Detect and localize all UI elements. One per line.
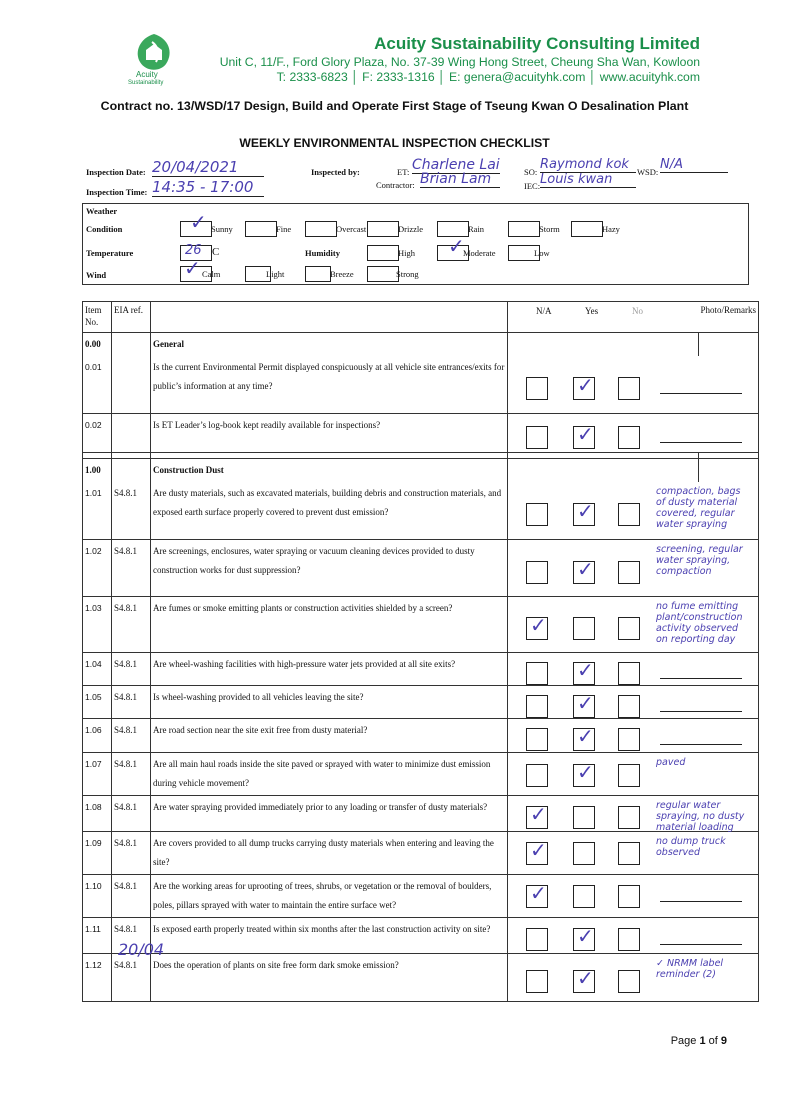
row-eia-ref: S4.8.1: [112, 686, 151, 719]
row-eia-ref: S4.8.1: [112, 482, 151, 540]
checkbox-no[interactable]: [618, 764, 640, 787]
row-eia-ref: S4.8.1: [112, 954, 151, 1002]
row-remark-area: [656, 686, 748, 719]
checkbox-no[interactable]: [618, 561, 640, 584]
checkbox-na[interactable]: [526, 728, 548, 751]
remark-line: [660, 678, 742, 679]
row-eia-ref: S4.8.1: [112, 796, 151, 832]
checkbox-na[interactable]: [526, 695, 548, 718]
wind-light-label: Light: [266, 269, 285, 279]
checkbox-wind-strong[interactable]: [367, 266, 399, 282]
contractor-label: Contractor:: [376, 180, 415, 190]
row-item-no: 1.02: [83, 540, 112, 597]
checkbox-overcast[interactable]: [305, 221, 337, 237]
condition-fine-label: Fine: [276, 224, 292, 234]
row-question: Is wheel-washing provided to all vehicles leaving the site?: [151, 686, 508, 719]
humidity-moderate-label: Moderate: [463, 248, 496, 258]
table-row: [83, 597, 759, 653]
et-value: Charlene Lai: [412, 157, 500, 173]
check-mark-icon: ✓: [530, 613, 547, 637]
inspection-date-value: 20/04/2021: [152, 158, 264, 177]
condition-hazy-label: Hazy: [602, 224, 620, 234]
wind-calm-label: Calm: [202, 269, 221, 279]
row-remark: ✓ NRMM label reminder (2): [656, 958, 724, 980]
inspection-time-value: 14:35 - 17:00: [152, 178, 264, 197]
table-row: [83, 413, 759, 452]
condition-sunny-label: Sunny: [211, 224, 233, 234]
section-title: Construction Dust: [151, 458, 508, 482]
row-item-no: 1.05: [83, 686, 112, 719]
remark-line: [660, 711, 742, 712]
checkbox-na[interactable]: [526, 426, 548, 449]
checkbox-no[interactable]: [618, 695, 640, 718]
row-checks: [508, 832, 726, 875]
condition-drizzle-label: Drizzle: [398, 224, 424, 234]
section-number: 0.00: [83, 333, 112, 357]
checkbox-no[interactable]: [618, 377, 640, 400]
row-item-no: 1.09: [83, 832, 112, 875]
so-value: Raymond kok: [540, 157, 636, 173]
check-mark-icon: ✓: [577, 421, 594, 446]
check-mark-icon: ✓: [530, 881, 547, 905]
company-logo: [128, 30, 180, 88]
row-remark: screening, regular water spraying, compaction: [656, 544, 743, 577]
row-item-no: 1.12: [83, 954, 112, 1002]
table-row: [83, 653, 759, 686]
condition-storm-label: Storm: [539, 224, 560, 234]
row-remark: paved: [656, 757, 686, 768]
row-eia-ref: S4.8.1: [112, 653, 151, 686]
page-total: 9: [720, 1035, 727, 1047]
row-question: Is the current Environmental Permit displayed conspicuously at all vehicle site entrances/exits for public’s information at any time?: [151, 356, 508, 413]
row-eia-ref: S4.8.1: [112, 875, 151, 918]
check-mark-icon: ✓: [577, 373, 594, 397]
check-mark-icon: ✓: [577, 557, 594, 581]
table-row: [83, 796, 759, 832]
row-item-no: 1.06: [83, 719, 112, 753]
checkbox-na[interactable]: [526, 970, 548, 993]
table-header-row: [83, 302, 759, 333]
table-row: [83, 753, 759, 796]
check-mark-icon: ✓: [577, 498, 594, 523]
row-remark-area: [656, 753, 748, 790]
row-remark-area: [656, 414, 748, 453]
header-eia-ref: EIA ref.: [112, 302, 151, 333]
inspection-date-label: Inspection Date:: [86, 167, 146, 177]
row-remark-area: [656, 482, 748, 540]
row-eia-ref: S4.8.1: [112, 597, 151, 653]
row-item-no: 1.08: [83, 796, 112, 832]
row-question: Are road section near the site exit free from dusty material?: [151, 719, 508, 753]
row-checks: [508, 356, 699, 413]
iec-value: Louis kwan: [540, 172, 636, 188]
section-number: 1.00: [83, 458, 112, 482]
checklist-title: WEEKLY ENVIRONMENTAL INSPECTION CHECKLIST: [239, 136, 550, 150]
condition-label: Condition: [86, 224, 123, 234]
checkbox-fine[interactable]: [245, 221, 277, 237]
check-mark-icon: ✓: [448, 234, 465, 258]
checkbox-na[interactable]: [526, 561, 548, 584]
check-mark-icon: ✓: [530, 838, 547, 862]
header-question: [151, 302, 508, 333]
row-remark-area: [656, 918, 748, 954]
row-item-no: 1.07: [83, 753, 112, 796]
section-checks: [508, 458, 699, 482]
header-item-no: Item No.: [83, 302, 112, 333]
checkbox-yes[interactable]: [573, 842, 595, 865]
section-remarks: [699, 458, 759, 482]
inspected-by-label: Inspected by:: [311, 167, 360, 177]
checkbox-no[interactable]: [618, 928, 640, 951]
section-title: General: [151, 333, 508, 357]
check-mark-icon: ✓: [577, 658, 594, 682]
row-question: Are water spraying provided immediately prior to any loading or transfer of dusty materials?: [151, 796, 508, 832]
checkbox-na[interactable]: [526, 503, 548, 526]
remark-line: [660, 442, 742, 443]
contract-title: Contract no. 13/WSD/17 Design, Build and Operate First Stage of Tseung Kwan O Desalination Plant: [100, 99, 689, 113]
table-row: [83, 356, 759, 413]
table-row: [83, 719, 759, 753]
row-question: Are wheel-washing facilities with high-pressure water jets provided at all site exits?: [151, 653, 508, 686]
checkbox-yes[interactable]: [573, 885, 595, 908]
checkbox-no[interactable]: [618, 970, 640, 993]
row-remark-area: [656, 719, 748, 753]
row-item-no: 0.02: [83, 413, 112, 452]
header-na-yes-no: [508, 302, 699, 333]
check-mark-icon: ✓: [184, 256, 201, 280]
row-item-no: 0.01: [83, 356, 112, 413]
temperature-label: Temperature: [86, 248, 134, 258]
weather-heading: Weather: [86, 206, 118, 216]
checkbox-no[interactable]: [618, 885, 640, 908]
checkbox-hazy[interactable]: [571, 221, 603, 237]
page-number: [671, 1035, 727, 1047]
wsd-label: WSD:: [637, 167, 659, 177]
check-mark-icon: ✓: [577, 724, 594, 748]
remark-line: [660, 901, 742, 902]
row-checks: [508, 875, 699, 918]
row-checks: [508, 796, 745, 833]
et-label: ET:: [397, 167, 410, 177]
temperature-unit: C: [212, 246, 220, 258]
row-remark-area: [656, 356, 748, 413]
company-address: Unit C, 11/F., Ford Glory Plaza, No. 37-39 Wing Hong Street, Cheung Sha Wan, Kowloon: [219, 55, 700, 69]
handwritten-date: 20/04: [118, 940, 165, 959]
row-question: Is exposed earth properly treated within six months after the last construction activity on site?: [151, 918, 508, 954]
row-question: Are screenings, enclosures, water spraying or vacuum cleaning devices provided to dusty construction works for dust suppression?: [151, 540, 508, 597]
check-mark-icon: ✓: [577, 924, 594, 948]
row-checks: [508, 954, 724, 1002]
row-remark-area: [656, 875, 748, 911]
row-remark: compaction, bags of dusty material covered, regular water spraying: [656, 485, 741, 530]
checkbox-storm[interactable]: [508, 221, 540, 237]
page-current: 1: [699, 1035, 706, 1047]
checkbox-na[interactable]: [526, 764, 548, 787]
logo-text: Acuity: [136, 70, 158, 79]
check-mark-icon: ✓: [577, 966, 594, 990]
table-row: [83, 482, 759, 540]
row-checks: [508, 597, 743, 653]
row-remark-area: [656, 540, 748, 597]
row-eia-ref: S4.8.1: [112, 832, 151, 875]
row-item-no: 1.04: [83, 653, 112, 686]
wind-breeze-label: Breeze: [330, 269, 354, 279]
logo-subtext: Sustainability: [128, 80, 164, 86]
checklist-table: [82, 301, 759, 1002]
row-question: Are the working areas for uprooting of trees, shrubs, or vegetation or the removal of boulders, poles, pillars sprayed with water to maintain the entire surface wet?: [151, 875, 508, 918]
table-row: [83, 686, 759, 719]
temperature-value: 26: [185, 243, 202, 258]
company-name: Acuity Sustainability Consulting Limited: [374, 34, 700, 53]
row-item-no: 1.10: [83, 875, 112, 918]
table-row: [83, 875, 759, 918]
row-checks: [508, 482, 741, 540]
table-row: [83, 954, 759, 1002]
header-yes: Yes: [585, 306, 599, 316]
check-mark-icon: ✓: [577, 760, 594, 784]
checkbox-no[interactable]: [618, 617, 640, 640]
checkbox-no[interactable]: [618, 503, 640, 526]
page-prefix: Page: [670, 1035, 700, 1047]
contractor-value: Brian Lam: [420, 171, 500, 188]
checkbox-wind-breeze[interactable]: [305, 266, 331, 282]
row-question: Are fumes or smoke emitting plants or construction activities shielded by a screen?: [151, 597, 508, 653]
row-question: Are covers provided to all dump trucks carrying dusty materials when entering and leaving the site?: [151, 832, 508, 875]
header-remarks: Photo/Remarks: [699, 302, 759, 333]
checkbox-no[interactable]: [618, 662, 640, 685]
check-mark-icon: ✓: [577, 691, 594, 715]
row-question: Does the operation of plants on site free form dark smoke emission?: [151, 954, 508, 1002]
row-remark-area: [656, 653, 748, 686]
iec-label: IEC:: [524, 181, 541, 191]
row-eia-ref: S4.8.1: [112, 540, 151, 597]
row-remark-area: [656, 832, 748, 868]
so-label: SO:: [524, 167, 538, 177]
remark-line: [660, 944, 742, 945]
row-question: Is ET Leader’s log-book kept readily available for inspections?: [151, 413, 508, 452]
row-checks: [508, 413, 699, 452]
page-of: of: [705, 1035, 721, 1047]
header-no: No: [632, 306, 643, 316]
row-question: Are all main haul roads inside the site paved or sprayed with water to minimize dust emission during vehicle movement?: [151, 753, 508, 796]
row-checks: [508, 918, 699, 954]
section-checks: [508, 333, 699, 357]
row-checks: [508, 753, 699, 796]
row-item-no: 1.11: [83, 918, 112, 954]
row-remark: no dump truck observed: [656, 836, 726, 858]
checkbox-no[interactable]: [618, 842, 640, 865]
row-checks: [508, 540, 743, 597]
section-row: [83, 458, 759, 482]
condition-rain-label: Rain: [468, 224, 485, 234]
row-eia-ref: [112, 413, 151, 452]
row-remark: no fume emitting plant/construction activity observed on reporting day: [656, 601, 743, 645]
row-item-no: 1.01: [83, 482, 112, 540]
row-eia-ref: [112, 356, 151, 413]
row-eia-ref: S4.8.1: [112, 719, 151, 753]
section-eia: [112, 333, 151, 357]
humidity-high-label: High: [398, 248, 415, 258]
section-eia: [112, 458, 151, 482]
row-checks: [508, 719, 699, 753]
checkbox-na[interactable]: [526, 662, 548, 685]
row-remark-area: [656, 597, 748, 653]
check-mark-icon: ✓: [530, 802, 547, 826]
table-row: [83, 540, 759, 597]
checkbox-humidity-high[interactable]: [367, 245, 399, 261]
wind-label: Wind: [86, 270, 107, 280]
row-item-no: 1.03: [83, 597, 112, 653]
checkbox-yes[interactable]: [573, 617, 595, 640]
row-remark: regular water spraying, no dusty material loading: [656, 800, 745, 833]
table-row: [83, 918, 759, 954]
wsd-value: N/A: [660, 157, 728, 173]
header-na: N/A: [536, 306, 552, 316]
row-question: Are dusty materials, such as excavated materials, building debris and construction materials, and exposed earth surface properly covered to prevent dust emission?: [151, 482, 508, 540]
row-eia-ref: S4.8.1: [112, 753, 151, 796]
section-remarks: [699, 333, 759, 357]
checkbox-no[interactable]: [618, 806, 640, 829]
row-checks: [508, 653, 699, 686]
row-checks: [508, 686, 699, 719]
row-remark-area: [656, 954, 748, 1002]
humidity-label: Humidity: [305, 248, 340, 258]
row-eia-ref: S4.8.1: [112, 918, 151, 954]
checkbox-yes[interactable]: [573, 806, 595, 829]
checkbox-drizzle[interactable]: [367, 221, 399, 237]
table-row: [83, 832, 759, 875]
checkbox-na[interactable]: [526, 928, 548, 951]
remark-line: [660, 393, 742, 394]
row-remark-area: [656, 796, 748, 832]
check-mark-icon: ✓: [190, 210, 207, 234]
checkbox-no[interactable]: [618, 728, 640, 751]
humidity-low-label: Low: [534, 248, 550, 258]
condition-overcast-label: Overcast: [336, 224, 367, 234]
company-contact: T: 2333-6823 │ F: 2333-1316 │ E: genera@acuityhk.com │ www.acuityhk.com: [276, 70, 700, 84]
section-row: [83, 333, 759, 357]
inspection-time-label: Inspection Time:: [86, 187, 148, 197]
checkbox-na[interactable]: [526, 377, 548, 400]
remark-line: [660, 744, 742, 745]
checkbox-no[interactable]: [618, 426, 640, 449]
wind-strong-label: Strong: [396, 269, 419, 279]
